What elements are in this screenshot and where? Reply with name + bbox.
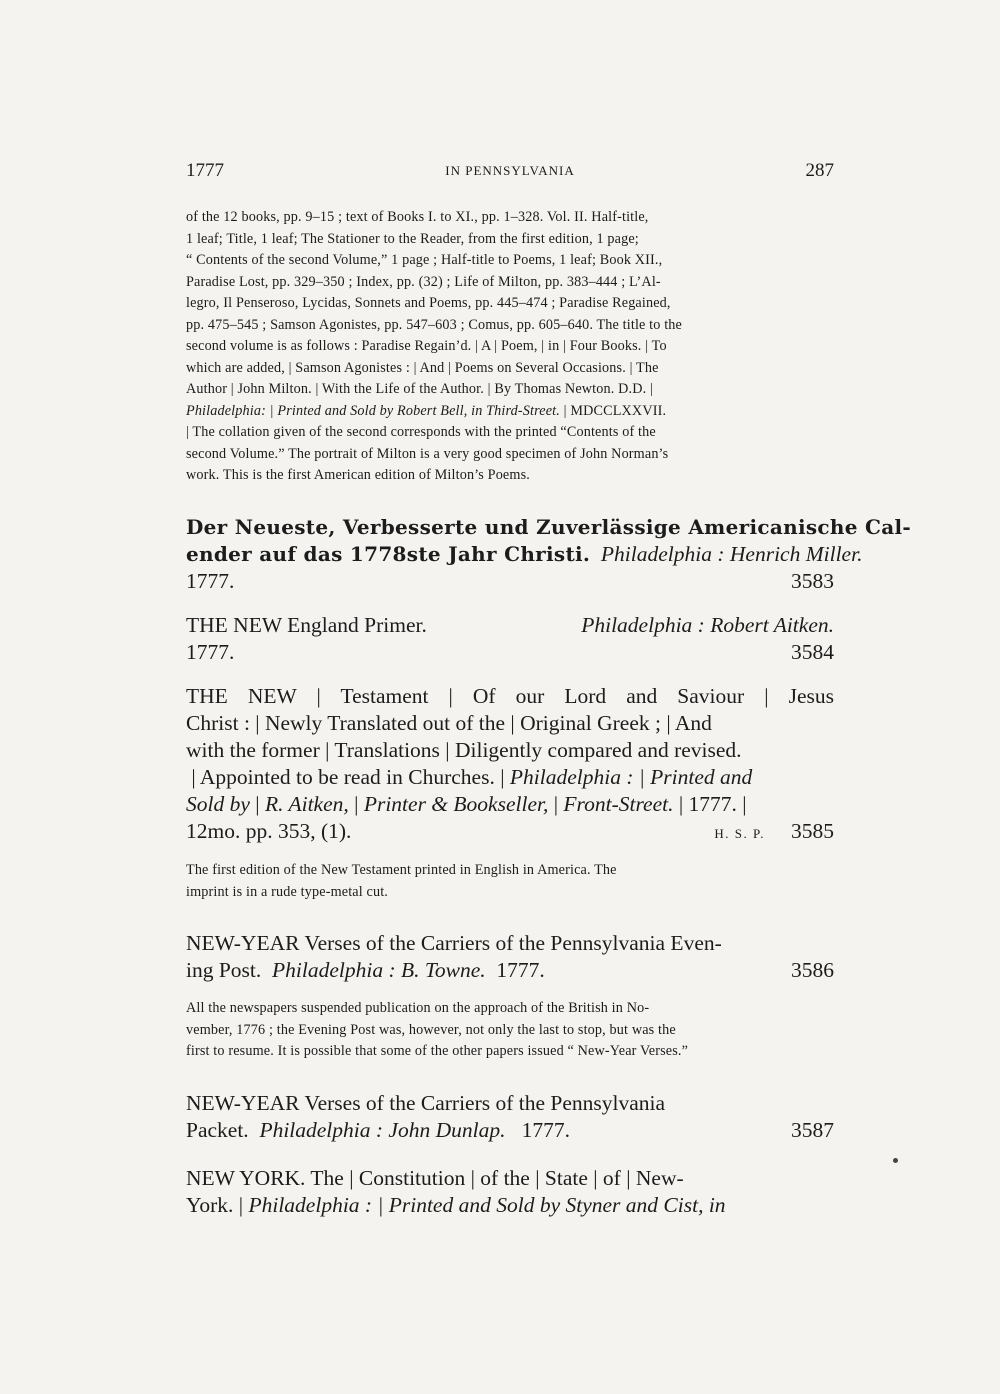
note-line: imprint is in a rude type-metal cut.	[186, 883, 389, 900]
entry-3583	[186, 514, 912, 595]
separator: |	[548, 792, 564, 816]
note-line: Paradise Lost, pp. 329–350 ; Index, pp. (32) ; Life of Milton, pp. 383–444 ; L’Al-	[186, 273, 661, 290]
separator: |	[249, 792, 265, 816]
note-line: Author | John Milton. | With the Life of the Author. | By Thomas Newton. D.D. |	[186, 381, 654, 397]
entry-imprint: R. Aitken,	[264, 792, 349, 816]
entry-line	[186, 764, 834, 791]
entry-number: 3584	[791, 640, 834, 664]
entry-year: | 1777. |	[673, 792, 747, 816]
note-line: All the newspapers suspended publication on the approach of the British in No-	[186, 1000, 650, 1016]
header-year: 1777	[186, 160, 224, 181]
running-header	[186, 160, 834, 190]
note-3585	[186, 860, 834, 903]
entry-title: Packet.	[186, 1118, 249, 1142]
entry-year: 1777.	[496, 958, 545, 982]
entry-3585	[186, 683, 834, 847]
entry-imprint: Philadelphia : | Printed and	[509, 765, 753, 789]
note-line: first to resume. It is possible that some of the other papers issued “ New-Year Verses.”	[186, 1043, 689, 1059]
entry-number: 3586	[791, 958, 834, 982]
entry-title-fraktur: Der Neueste, Verbesserte und Zuverlässige Americanische Cal-	[186, 515, 912, 539]
entry-line	[186, 818, 834, 847]
note-line: vember, 1776 ; the Evening Post was, however, not only the last to stop, but was the	[186, 1021, 676, 1038]
note-line: of the 12 books, pp. 9–15 ; text of Books I. to XI., pp. 1–328. Vol. II. Half-title,	[186, 209, 649, 225]
note-line: which are added, | Samson Agonistes : | And | Poems on Several Occasions. | The	[186, 359, 659, 376]
entry-line: with the former | Translations | Diligently compared and revised.	[186, 738, 742, 762]
entry-imprint: Philadelphia : Robert Aitken.	[581, 613, 834, 637]
entry-line	[186, 612, 834, 639]
entry-line: NEW YORK. The | Constitution | of the | State | of | New-	[186, 1166, 684, 1190]
entry-line	[186, 568, 834, 595]
note-line: 1 leaf; Title, 1 leaf; The Stationer to the Reader, from the first edition, 1 page;	[186, 230, 639, 247]
entry-line	[186, 1117, 834, 1144]
entry-line: NEW-YEAR Verses of the Carriers of the Pennsylvania	[186, 1091, 666, 1115]
separator: |	[348, 792, 364, 816]
entry-format: 12mo. pp. 353, (1).	[186, 819, 352, 843]
entry-year: 1777.	[186, 569, 235, 593]
note-line: legro, Il Penseroso, Lycidas, Sonnets and Poems, pp. 445–474 ; Paradise Regained,	[186, 295, 671, 311]
entry-imprint: Philadelphia : B. Towne.	[272, 958, 486, 982]
entry-year: 1777.	[186, 640, 235, 664]
note-3586	[186, 998, 834, 1063]
entry-line	[186, 639, 834, 666]
entry-number: 3585	[791, 819, 834, 843]
entry-line	[186, 541, 863, 568]
entry-3586	[186, 930, 834, 984]
note-line: The first edition of the New Testament printed in English in America. The	[186, 862, 617, 878]
entry-line	[186, 1192, 834, 1219]
note-line: second volume is as follows : Paradise Regain’d. | A | Poem, | in | Four Books. | To	[186, 338, 667, 354]
note-line	[186, 401, 834, 423]
entry-imprint: Sold by	[186, 792, 250, 816]
note-milton	[186, 207, 834, 487]
note-line: second Volume.” The portrait of Milton is a very good specimen of John Norman’s	[186, 445, 669, 462]
imprint-italic: Philadelphia: | Printed and Sold by Robert Bell, in Third-Street.	[186, 402, 560, 419]
page-number: 287	[805, 160, 834, 181]
entry-title-fraktur: ender auf das 1778ste Jahr Christi.	[186, 542, 591, 566]
entry-imprint: Front-Street.	[563, 792, 674, 816]
note-line: “ Contents of the second Volume,” 1 page ; Half-title to Poems, 1 leaf; Book XII.,	[186, 252, 663, 268]
entry-3584	[186, 612, 834, 666]
entry-new-york	[186, 1165, 834, 1219]
entry-imprint: Philadelphia : Henrich Miller.	[600, 542, 863, 566]
entry-imprint: Philadelphia : | Printed and Sold by Styner and Cist, in	[248, 1193, 726, 1217]
entry-imprint: Printer & Bookseller,	[363, 792, 549, 816]
location-mark: H. S. P.	[714, 826, 765, 841]
entry-line: THE NEW | Testament | Of our Lord and Saviour | Jesus	[186, 684, 834, 708]
entry-title: THE NEW England Primer.	[186, 613, 427, 637]
entry-line	[186, 791, 834, 818]
note-line: work. This is the first American edition of Milton’s Poems.	[186, 467, 530, 483]
entry-number: 3583	[791, 569, 834, 593]
entry-line: Christ : | Newly Translated out of the | Original Greek ; | And	[186, 711, 712, 735]
note-line: pp. 475–545 ; Samson Agonistes, pp. 547–603 ; Comus, pp. 605–640. The title to the	[186, 316, 682, 333]
entry-text: | Appointed to be read in Churches. |	[191, 765, 505, 789]
entry-line	[186, 957, 834, 984]
entry-3587	[186, 1090, 834, 1144]
entry-year: 1777.	[521, 1118, 570, 1142]
entry-title: York. |	[186, 1193, 249, 1217]
note-line: | The collation given of the second corresponds with the printed “Contents of the	[186, 424, 656, 440]
stray-mark	[893, 1158, 898, 1163]
imprint-date: | MDCCLXXVII.	[559, 402, 667, 419]
entry-number: 3587	[791, 1118, 834, 1142]
entry-imprint: Philadelphia : John Dunlap.	[259, 1118, 506, 1142]
entry-title: ing Post.	[186, 958, 262, 982]
entry-line: NEW-YEAR Verses of the Carriers of the Pennsylvania Even-	[186, 931, 722, 955]
running-title: IN PENNSYLVANIA	[445, 163, 575, 178]
